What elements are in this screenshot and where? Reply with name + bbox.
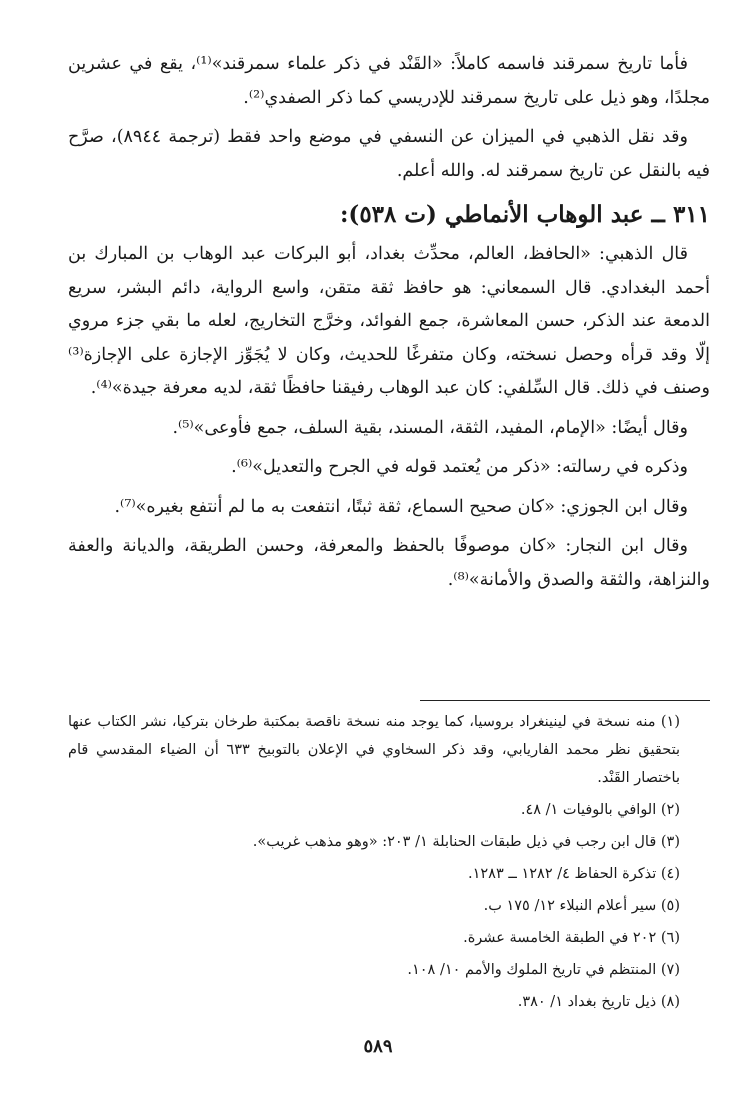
paragraph-ibn-jawzi: وقال ابن الجوزي: «كان صحيح السماع، ثقة ثبتًا، انتفعت به ما لم أنتفع بغيره»⁽⁷⁾.	[114, 496, 688, 517]
paragraph-dhahabi-mizan: وقد نقل الذهبي في الميزان عن النسفي في موضع واحد فقط (ترجمة ٨٩٤٤)، صرَّح فيه بالنقل عن تاريخ سمرقند له. والله أعلم.	[68, 127, 710, 181]
footnote-separator	[420, 700, 710, 701]
footnote-8: (٨) ذيل تاريخ بغداد ١/ ٣٨٠.	[517, 994, 680, 1010]
paragraph-samarkand-history: فأما تاريخ سمرقند فاسمه كاملاً: «القَنْد في ذكر علماء سمرقند»⁽¹⁾، يقع في عشرين مجلدًا، وهو ذيل على تاريخ سمرقند للإدريسي كما ذكر الصفدي⁽²⁾.	[68, 54, 710, 108]
footnotes	[68, 708, 710, 1020]
footnote-1: (١) منه نسخة في لينينغراد بروسيا، كما يوجد منه نسخة ناقصة بمكتبة طرخان بتركيا، نشر الكتاب عنها بتحقيق نظر محمد الفاريابي، وقد ذكر السخاوي في الإعلان بالتوبيخ ٦٣٣ أن الضياء المقدسي قام باختصار القَنْد.	[68, 714, 680, 786]
footnote-5: (٥) سير أعلام النبلاء ١٢/ ١٧٥ ب.	[483, 898, 680, 914]
paragraph-dhahabi-quote: قال الذهبي: «الحافظ، العالم، محدِّث بغداد، أبو البركات عبد الوهاب بن المبارك بن أحمد البغدادي. قال السمعاني: هو حافظ ثقة متقن، واسع الرواية، دائم البشر، سريع الدمعة عند الذكر، حسن المعاشرة، جمع الفوائد، وخرَّج التخاريج، لعله ما بقي جزء مروي إلّا وقد قرأه وحصل نسخته، وكان متفرغًا للحديث، وكان لا يُجَوِّز الإجازة على الإجازة⁽³⁾ وصنف في ذلك. قال السِّلفي: كان عبد الوهاب رفيقنا حافظًا ثقة، لديه معرفة جيدة»⁽⁴⁾.	[68, 244, 710, 398]
footnote-3: (٣) قال ابن رجب في ذيل طبقات الحنابلة ١/ ٢٠٣: «وهو مذهب غريب».	[252, 834, 680, 850]
paragraph-ibn-najjar: وقال ابن النجار: «كان موصوفًا بالحفظ والمعرفة، وحسن الطريقة، والديانة والعفة والنزاهة، والثقة والصدق والأمانة»⁽⁸⁾.	[68, 536, 710, 590]
footnote-2: (٢) الوافي بالوفيات ١/ ٤٨.	[520, 802, 680, 818]
footnote-7: (٧) المنتظم في تاريخ الملوك والأمم ١٠/ ١٠٨.	[407, 962, 680, 978]
footnote-6: (٦) ٢٠٢ في الطبقة الخامسة عشرة.	[463, 930, 680, 946]
main-text	[68, 48, 710, 603]
entry-heading: ٣١١ ــ عبد الوهاب الأنماطي (ت ٥٣٨):	[339, 201, 710, 228]
paragraph-risala: وذكره في رسالته: «ذكر من يُعتمد قوله في الجرح والتعديل»⁽⁶⁾.	[231, 457, 688, 477]
footnote-4: (٤) تذكرة الحفاظ ٤/ ١٢٨٢ ــ ١٢٨٣.	[467, 866, 680, 882]
page-number: ٥٨٩	[363, 1036, 393, 1057]
paragraph-also-said: وقال أيضًا: «الإمام، المفيد، الثقة، المسند، بقية السلف، جمع فأوعى»⁽⁵⁾.	[172, 417, 688, 438]
